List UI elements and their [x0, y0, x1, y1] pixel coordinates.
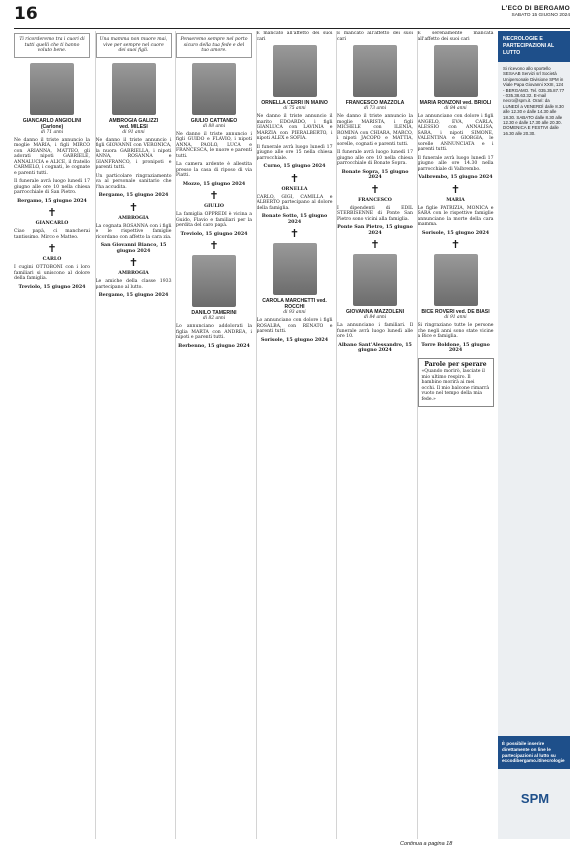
- notice-signature: [337, 170, 413, 181]
- notice-signature: [96, 293, 172, 299]
- cross-icon: ✝: [209, 239, 219, 253]
- notice-signature: [337, 343, 413, 354]
- obituary-column: [417, 31, 494, 839]
- notice-text: Ciao papà, ci mancherai tantissimo. Mirco e Matteo.: [14, 229, 90, 240]
- notice-text: Si ringraziano tutte le persone che negli anni sono state vicine a Bice e famiglia.: [417, 323, 494, 339]
- portrait-photo: [434, 254, 478, 306]
- notice-name: GIULIO: [204, 204, 224, 210]
- deceased-name: GIOVANNA MAZZOLENI: [345, 309, 404, 315]
- notice-text: Il funerale avrà luogo lunedì 17 giugno alle ore 15 nella chiesa parrocchiale.: [256, 144, 333, 161]
- place-date: Valbrembo, 15 giugno 2024: [418, 174, 493, 180]
- deceased-age: di 91 anni: [444, 315, 467, 320]
- portrait-photo: [30, 63, 74, 115]
- notice-name: AMBROGIA: [118, 271, 149, 277]
- reflection-title: Parole per sperare: [424, 360, 487, 368]
- obituary-portrait: [418, 254, 494, 320]
- place-date: Treviolo, 15 giugno 2024: [18, 283, 86, 290]
- cross-icon: ✝: [289, 227, 300, 240]
- deceased-name: ORNELLA CERRI IN MAINO: [261, 100, 328, 106]
- place-date: Ponte San Pietro, 15 giugno 2024: [337, 224, 413, 236]
- reflection-text: «Quando morirò, lasciate il mio ultimo respiro. Il bambino morirà ai mei occhi. Il mio balcone rimarrà vuoto nel tempo della mia fede.»: [421, 369, 490, 403]
- notice-text: Ne danno il triste annuncio la moglie MARISTA, i figli MICHELE con ILENIA, ROMINA con CHIARA, MARCO, i nipoti JACOPO e MATTIA, sorelle, cognati e parenti tutti.: [337, 114, 413, 147]
- spm-logo: SPM: [520, 791, 550, 806]
- portrait-photo: [192, 255, 236, 307]
- deceased-name: CAROLA MARCHETTI ved. ROCCHI: [262, 298, 327, 310]
- deceased-name: FRANCESCO MAZZOLA: [345, 100, 405, 106]
- notice-text: Ne danno il triste annuncio i figli GUIDO e FLAVIO, i nipoti ANNA, PAOLO, LUCA e FRANCESCA, le nuore e parenti tutti.: [176, 131, 252, 159]
- notice-name: GIANCARLO: [35, 221, 69, 227]
- notice-signature: [337, 225, 413, 236]
- notice-text: È mancato all'affetto dei suoi cari: [337, 31, 413, 42]
- portrait-photo: [273, 45, 317, 97]
- cross-icon: ✝: [450, 182, 461, 196]
- place-date: Curno, 15 giugno 2024: [263, 163, 326, 169]
- deceased-age: di 91 anni: [122, 129, 145, 135]
- notice-text: Un particolare ringraziamento va al personale sanitario che l'ha accudita.: [95, 173, 172, 190]
- cross-icon: ✝: [370, 182, 380, 196]
- notice-signature: [176, 344, 252, 350]
- online-promo[interactable]: È possibile inserire direttamente on line le partecipazioni al lutto su eccodibergamo.it/necrologie: [498, 736, 570, 769]
- cross-icon: ✝: [47, 242, 57, 256]
- notice-signature: [418, 231, 494, 237]
- deceased-subname: (Carlone): [40, 123, 64, 130]
- obituary-column: [14, 31, 90, 839]
- place-date: Bonate Sotto, 15 giugno 2024: [261, 213, 328, 225]
- place-date: Sorisole, 15 giugno 2024: [421, 229, 490, 236]
- notice-text: I cugini OTTOBONI con i loro familiari si uniscono al dolore della famiglia.: [14, 265, 90, 282]
- cross-icon: ✝: [128, 256, 139, 270]
- notice-signature: [257, 214, 333, 225]
- notice-text: Il funerale avrà luogo lunedì 17 giugno alle ore 14.30 nella parrocchiale di Valbrembo.: [417, 155, 494, 172]
- page-number: 16: [14, 4, 38, 24]
- newspaper-title: L'ECO DI BERGAMO: [501, 5, 570, 12]
- obituary-portrait: [14, 63, 90, 135]
- notice-text: La famiglia OPPREDI è vicina a Guido, Flavio e familiari per la perdita del caro papà.: [176, 212, 252, 229]
- notice-text: Lo annunciano addolorati la figlia MARTA con ANDREA, i nipoti e parenti tutti.: [176, 324, 252, 341]
- place-date: Berbenno, 15 giugno 2024: [178, 342, 250, 349]
- notice-text: CARLO, GIGI, CAMILLA e ALBERTO partecipano al dolore della famiglia.: [256, 194, 333, 211]
- obituary-portrait: [176, 255, 252, 321]
- deceased-name: GIANCARLO ANGIOLINI: [22, 117, 82, 124]
- notice-signature: [96, 243, 172, 254]
- deceased-age: di 71 anni: [40, 129, 64, 135]
- place-date: San Giovanni Bianco, 15 giugno 2024: [100, 242, 167, 254]
- deceased-name: DANILO TAMERINI: [191, 310, 237, 317]
- place-date: Bergamo, 15 giugno 2024: [98, 192, 169, 199]
- notice-signature: [176, 182, 252, 188]
- epitaph: Una mamma non muore mai, vive per sempre nel cuore dei suoi figli.: [96, 33, 172, 58]
- sidebar: [498, 31, 570, 839]
- masthead: [502, 5, 570, 18]
- portrait-photo: [353, 254, 397, 306]
- obituary-portrait: [257, 45, 333, 111]
- notice-text: Ne danno il triste annuncio la moglie MARIA, i figli MIRCO con ARIANNA, MATTEO, gli adorati nipoti GABRIELE, ANNALUCIA e ALICE, il fratello CARMELO, i cognati, le cognate e parenti tutti.: [14, 137, 90, 176]
- portrait-photo: [112, 63, 156, 115]
- place-date: Mozzo, 15 giugno 2024: [182, 180, 246, 187]
- cross-icon: ✝: [209, 189, 219, 203]
- notice-text: Ne danno il triste annuncio i figli GIOVANNI con VERONICA, la nuora GABRIELLA, i nipoti ANNA, ROSANNA e GIANFRANCO, i pronipoti e parenti tutti.: [95, 137, 172, 171]
- obituary-portrait: [337, 45, 413, 111]
- deceased-subname: ved. MILESI: [119, 123, 148, 130]
- notice-name: AMBROGIA: [118, 215, 149, 221]
- notice-text: La annunciano i familiari. Il funerale avrà luogo lunedì alle ore 10.: [337, 323, 413, 339]
- cross-icon: ✝: [128, 200, 139, 214]
- notice-text: I dipendenti di EDIL STERBISENNE di Ponte San Pietro sono vicini alla famiglia.: [337, 205, 413, 222]
- place-date: Torre Boldone, 15 giugno 2024: [421, 341, 490, 353]
- notice-name: CARLO: [42, 257, 62, 263]
- notice-signature: [418, 175, 494, 181]
- obituary-portrait: [96, 63, 172, 135]
- notice-text: Il funerale avrà luogo lunedì 17 giugno alle ore 10 nella chiesa parrocchiale di Bonate Sopra.: [337, 150, 413, 166]
- notice-text: È mancato all'affetto dei suoi cari: [256, 31, 333, 42]
- notice-signature: [418, 343, 494, 354]
- deceased-age: di 84 anni: [363, 315, 387, 320]
- reflection-box: [418, 358, 494, 407]
- place-date: Bergamo, 15 giugno 2024: [98, 292, 169, 299]
- cross-icon: ✝: [289, 171, 300, 185]
- deceased-age: di 84 anni: [444, 106, 467, 111]
- notice-signature: [14, 285, 90, 291]
- notice-signature: [257, 338, 333, 344]
- place-date: Albano Sant'Alessandro, 15 giugno 2024: [338, 341, 412, 353]
- continue-note: Continua a pagina 18: [400, 841, 453, 847]
- deceased-age: di 73 anni: [363, 106, 387, 111]
- cross-icon: ✝: [47, 206, 57, 220]
- place-date: Bonate Sopra, 15 giugno 2024: [341, 168, 409, 180]
- obituary-column: [175, 31, 252, 839]
- portrait-photo: [273, 243, 317, 295]
- cross-icon: ✝: [450, 238, 461, 251]
- obituary-portrait: [418, 45, 494, 111]
- deceased-name: MARIA RONZONI ved. BRIOLI: [419, 100, 492, 106]
- notice-text: Lo annunciano con dolore i figli ANGELO, EVA, CARLA, ALESSIO con ANNALISA, SARA, i nipoti SIMONE, VALENTINA e GIORGIA, le sorelle ANNUNCIATA e i parenti tutti.: [417, 114, 494, 152]
- notice-text: Il funerale avrà luogo lunedì 17 giugno alle ore 10 nella chiesa parrocchiale di San Pietro.: [14, 179, 90, 196]
- notice-text: Lo annunciano con dolore i figli ROSALBA, con RENATO e parenti tutti.: [256, 318, 333, 334]
- notice-signature: [176, 232, 252, 238]
- sidebar-title: NECROLOGIE E PARTECIPAZIONI AL LUTTO: [498, 31, 570, 62]
- notice-name: FRANCESCO: [358, 197, 392, 203]
- notice-signature: [96, 193, 172, 199]
- epitaph: Ti ricorderemo tra i cuori di tutti quelli che ti hanno voluto bene.: [14, 33, 90, 58]
- notice-signature: [257, 164, 333, 170]
- deceased-age: di 88 anni: [202, 123, 226, 129]
- deceased-age: di 82 anni: [202, 316, 226, 322]
- obituary-portrait: [257, 243, 333, 315]
- notice-text: Le figlie PATRIZIA, MONICA e SARA con le rispettive famiglie annunciano la morte della cara mamma.: [417, 205, 494, 227]
- deceased-age: di 75 anni: [283, 106, 306, 111]
- notice-text: La cognata ROSANNA con i figli e le rispettive famiglie ricordano con affetto la cara zia.: [95, 223, 172, 240]
- notice-text: Ne danno il triste annuncio il marito EDOARDO, i figli GIANLUCA con LAVINIA e MARZIA con PIERALBERTO, i nipoti ALEX e SOFIA.: [256, 114, 333, 141]
- epitaph: Penseremo sempre nel porto sicuro della tua fede e del tuo amore.: [176, 33, 252, 58]
- portrait-photo: [353, 45, 397, 97]
- page-header: [14, 2, 570, 29]
- notice-name: MARIA: [446, 197, 465, 203]
- notice-text: Le amiche della classe 1933 partecipano al lutto.: [95, 279, 172, 290]
- sidebar-info: Si ricevono allo sportello SESAAB Servizi srl Società Unipersonale Divisione SPM in Viale Papa Giovanni XXIII, 124 - BERGAMO. Tel. 035.35.87.77 - 035.38.63.32. E-mail necro@spm.it. Orari: da LUNEDÌ a VENERDÌ dalle 8.30 alle 12.30 e dalle 14.30 alle 18.30. SABATO dalle 8.30 alle 12.30 e dalle 17.30 alle 20.30. DOMENICA E FESTIVI dalle 16.30 alle 20.30.: [503, 66, 565, 136]
- obituary-column: [256, 31, 333, 839]
- portrait-photo: [434, 45, 478, 97]
- place-date: Bergamo, 15 giugno 2024: [17, 197, 87, 204]
- issue-date: SABATO 15 GIUGNO 2024: [511, 13, 570, 18]
- notice-text: La camera ardente è allestita presso la casa di riposo di via Piatti.: [176, 162, 252, 179]
- obituary-column: [95, 31, 172, 839]
- place-date: Treviolo, 15 giugno 2024: [180, 230, 248, 237]
- obituary-column: [336, 31, 413, 839]
- cross-icon: ✝: [370, 238, 380, 251]
- deceased-name: BICE ROVERI ved. DE BIASI: [421, 309, 490, 315]
- portrait-photo: [192, 63, 236, 115]
- notice-text: È serenamente mancata all'affetto dei suoi cari: [417, 31, 494, 42]
- place-date: Sorisole, 15 giugno 2024: [260, 336, 329, 343]
- deceased-name: AMBROGIA GALIZZI: [108, 117, 159, 124]
- deceased-name: GIULIO CATTANEO: [190, 117, 238, 124]
- notice-signature: [14, 199, 90, 205]
- obituary-portrait: [176, 63, 252, 129]
- deceased-age: di 93 anni: [283, 310, 306, 315]
- notice-name: ORNELLA: [281, 186, 308, 192]
- obituary-portrait: [337, 254, 413, 320]
